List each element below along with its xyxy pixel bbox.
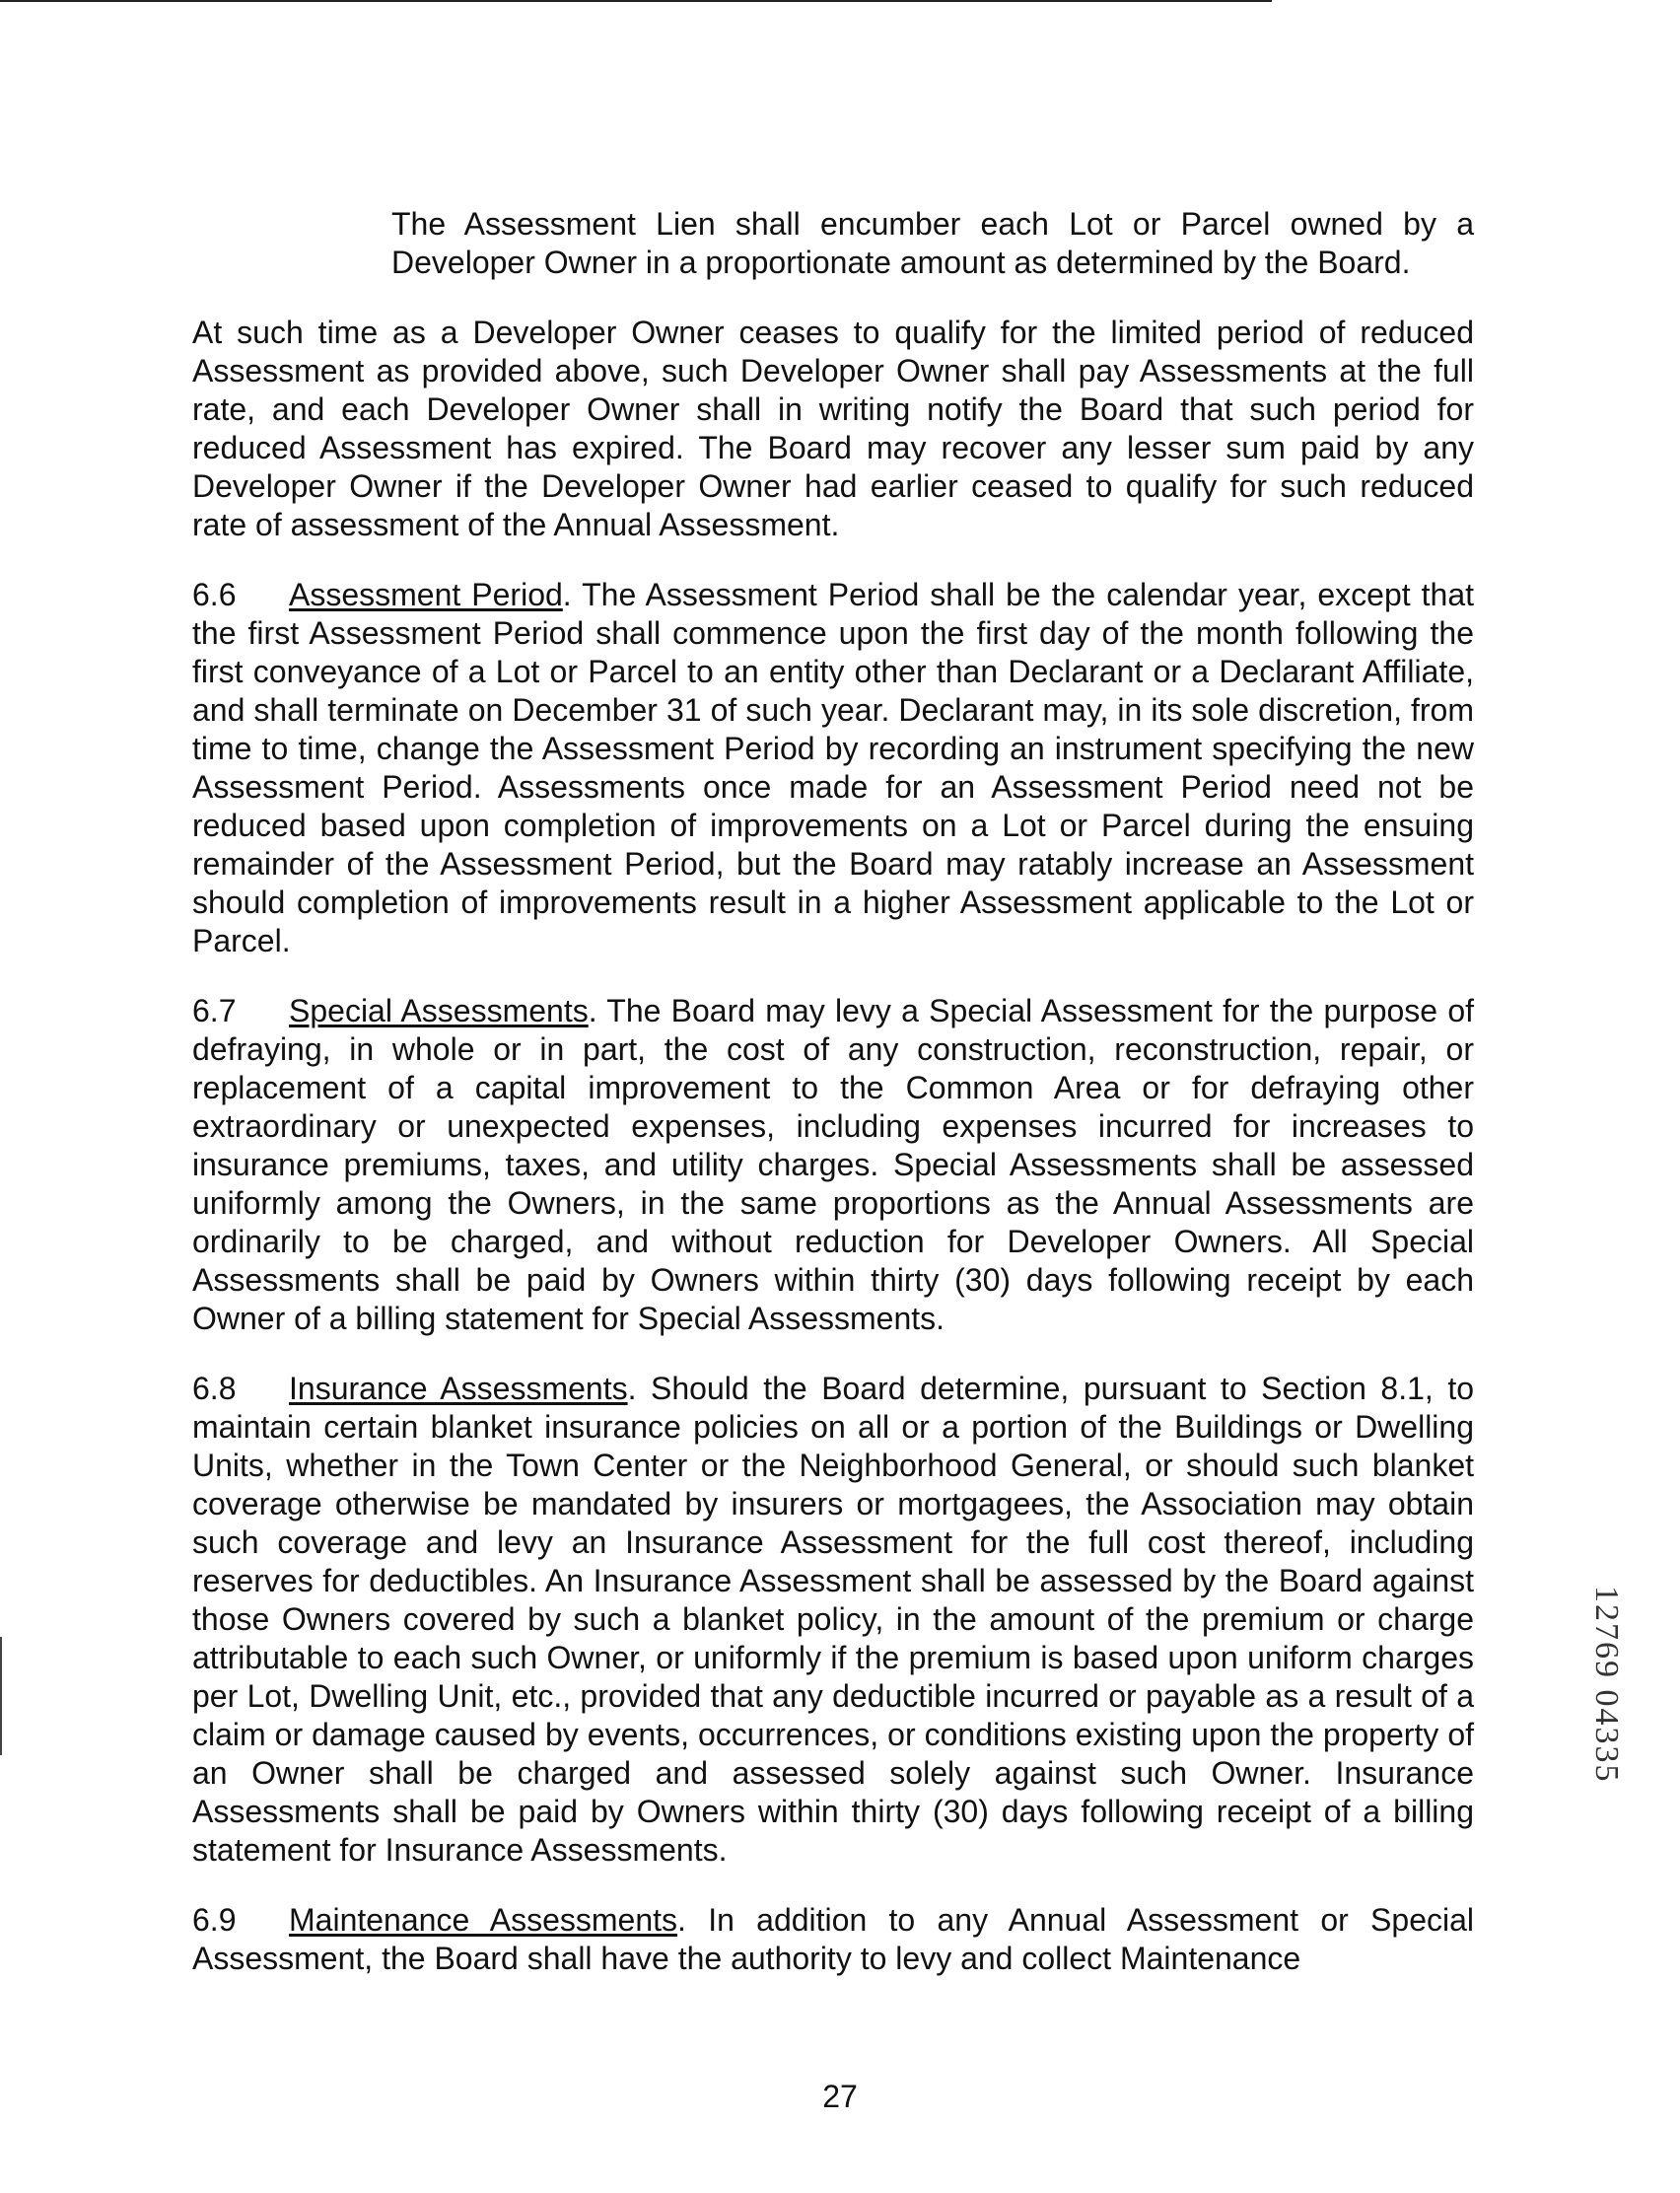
recording-stamp-number: 12769 04335 [1588, 1586, 1625, 1784]
section-number: 6.7 [192, 993, 237, 1028]
section-number: 6.6 [192, 577, 237, 612]
section-title: Special Assessments [289, 993, 589, 1028]
section-body: . The Assessment Period shall be the calendar year, except that the first Assessment Period shall commence upon the first day of the month following the first conveyance of a Lot or Parcel to an entity other than Declarant or a Declarant Affiliate, and shall terminate on December 31 of such year. Declarant may, in its sole discretion, from time to time, change the Assessment Period by recording an instrument specifying the new Assessment Period. Assessments once made for an Assessment Period need not be reduced based upon completion of improvements on a Lot or Parcel during the ensuing remainder of the Assessment Period, but the Board may ratably increase an Assessment should completion of improvements result in a higher Assessment applicable to the Lot or Parcel. [192, 577, 1475, 958]
section-body: . The Board may levy a Special Assessment for the purpose of defraying, in whole or in part, the cost of any construction, reconstruction, repair, or replacement of a capital improvement to the Common Area or for defraying other extraordinary or unexpected expenses, including expenses incurred for increases to insurance premiums, taxes, and utility charges. Special Assessments shall be assessed uniformly among the Owners, in the same proportions as the Annual Assessments are ordinarily to be charged, and without reduction for Developer Owners. All Special Assessments shall be paid by Owners within thirty (30) days following receipt by each Owner of a billing statement for Special Assessments. [192, 993, 1475, 1336]
section-6-7 [192, 992, 1474, 1338]
section-title: Maintenance Assessments [289, 1902, 678, 1938]
section-body: . In addition to any Annual Assessment or Special Assessment, the Board shall have the authority to levy and collect Maintenance [192, 1902, 1475, 1976]
section-body: . Should the Board determine, pursuant to Section 8.1, to maintain certain blanket insurance policies on all or a portion of the Buildings or Dwelling Units, whether in the Town Center or the Neighborhood General, or should such blanket coverage otherwise be mandated by insurers or mortgagees, the Association may obtain such coverage and levy an Insurance Assessment for the full cost thereof, including reserves for deductibles. An Insurance Assessment shall be assessed by the Board against those Owners covered by such a blanket policy, in the amount of the premium or charge attributable to each such Owner, or uniformly if the premium is based upon uniform charges per Lot, Dwelling Unit, etc., provided that any deductible incurred or payable as a result of a claim or damage caused by events, occurrences, or conditions existing upon the property of an Owner shall be charged and assessed solely against such Owner. Insurance Assessments shall be paid by Owners within thirty (30) days following receipt of a billing statement for Insurance Assessments. [192, 1371, 1475, 1868]
section-6-8 [192, 1370, 1474, 1870]
page-number: 27 [822, 2079, 858, 2114]
section-number: 6.9 [192, 1902, 237, 1938]
scan-left-edge-mark [0, 1637, 2, 1755]
document-body [192, 205, 1474, 2010]
intro-indented-paragraph: The Assessment Lien shall encumber each Lot or Parcel owned by a Developer Owner in a proportionate amount as determined by the Board. [391, 206, 1474, 280]
section-title: Insurance Assessments [289, 1371, 628, 1406]
scan-top-border [0, 0, 1272, 2]
section-number: 6.8 [192, 1371, 237, 1406]
section-6-9 [192, 1901, 1474, 1978]
section-6-6 [192, 576, 1474, 960]
section-title: Assessment Period [289, 577, 563, 612]
paragraph-reduced-assessment: At such time as a Developer Owner ceases to qualify for the limited period of reduced Assessment as provided above, such Developer Owner shall pay Assessments at the full rate, and each Developer Owner shall in writing notify the Board that such period for reduced Assessment has expired. The Board may recover any lesser sum paid by any Developer Owner if the Developer Owner had earlier ceased to qualify for such reduced rate of assessment of the Annual Assessment. [192, 315, 1474, 542]
